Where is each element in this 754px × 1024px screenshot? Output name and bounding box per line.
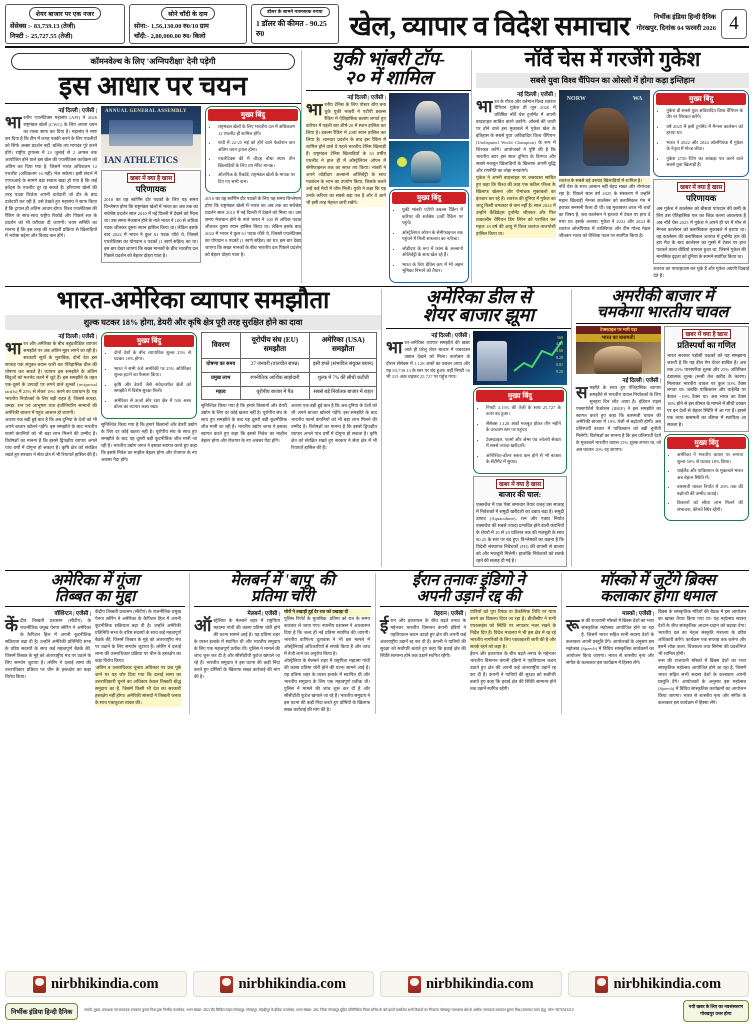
list-item: • अनिश्चित-डॉलर सस्ता कम होने से भी बाजार के सेंटीमेंट में सुधार। xyxy=(486,453,561,466)
trade-keypoints-title: मुख्य बिंदु xyxy=(104,335,194,347)
trade-keypoints xyxy=(101,332,197,419)
table-cell: 27 जनवरी (वातचीत संपन्न) xyxy=(240,359,310,373)
list-item: • गुकेश 2750 रेटिंग का आंकड़ा पार करने वाले सबसे युवा खिलाड़ी हैं। xyxy=(666,156,743,169)
table-cell: शुल्क में 7% की सीधी कटौती xyxy=(310,372,377,386)
chess-dateline: नई दिल्ली | एजेंसी | xyxy=(517,91,556,98)
article-rice xyxy=(571,289,749,568)
athletics-dateline: नई दिल्ली | एजेंसी | xyxy=(58,108,97,114)
dollar-rate-box xyxy=(251,4,339,44)
market-headline-1: अमेरिका डील से xyxy=(425,287,532,308)
tibet-dateline: वॉशिंग्टन | एजेंसी | xyxy=(54,611,91,618)
table-row xyxy=(202,386,377,400)
article-market xyxy=(381,289,571,568)
market-khabar-box xyxy=(473,476,567,568)
stock-market-caption: शेयर बाजार पर एक नजर xyxy=(29,7,102,20)
article-gandhi xyxy=(189,573,375,714)
chess-headline: नॉर्वे चेस में गरजेंगे गुकेश xyxy=(524,49,701,71)
indigo-body: ईरान और इजरायल के बीच बढ़ते तनाव के मद्देनजर भारतीय विमानन कंपनी इंडिगो ने एहतियातन कदम उठाते हुए क्षेत्र की अपनी कई अंतरराष्ट्रीय उड़ानें रद्द कर दी हैं। कंपनी ने यात्रियों की सुरक्षा को सर्वोपरि बताते हुए कहा कि हवाई क्षेत्र की स्थिति सामान्य होने तक उड़ानें स्थगित रहेंगी। xyxy=(380,616,466,659)
market-dateline: नई दिल्ली | एजेंसी | xyxy=(431,332,470,339)
newspaper-logo-icon xyxy=(33,976,46,993)
brics-headline-2: कलाकार होगा धमाल xyxy=(600,587,715,605)
stock-market-box xyxy=(5,4,125,44)
watermark-text: nirbhikindia.com xyxy=(613,975,722,992)
rice-dateline: नई दिल्ली | एजेंसी | xyxy=(622,377,661,384)
page-footer xyxy=(5,971,749,1022)
market-photo: 560 4.00 0.68 8.28 0.81 9.20 xyxy=(473,331,567,385)
chess-photo-caption: शतरंज के सबसे बड़े उस्ताद खिलाड़ियों में शामिल है। xyxy=(559,178,651,185)
gandhi-photo-label: चोरों ने उखाड़ी हुई देर रात को उखाड़ा दी xyxy=(284,609,370,616)
list-item: • निफ्टी 3.15% की तेजी के साथ 25,727 के ऊपर बंद हुआ। xyxy=(486,405,561,418)
chess-khabar-title: परिणायक xyxy=(686,192,717,203)
imprint-badge: निर्भीक इंडिया हिन्दी दैनिक xyxy=(5,1003,78,1020)
article-brics xyxy=(561,573,749,714)
tibet-body: केंद्रीय तिब्बती प्रशासन (सीटीए) के राजनीतिक प्रमुख पेनपा त्सेरिंग ने अमेरिका के कैपिटल हिल में अपनी कूटनीतिक सक्रियता बढ़ा दी है। उन्होंने अमेरिकी प्रतिनिधि सभा के वरिष्ठ सदस्यों के साथ कई महत्वपूर्ण बैठकें कीं, जिसमें तिब्बत के मुद्दे को अंतरराष्ट्रीय मंच पर उठाने के लिए समर्थन जुटाया है। त्सेरिंग ने दलाई लामा की उत्तराधिकार प्रक्रिया पर चीन के हस्तक्षेप का कड़ा विरोध किया। xyxy=(5,616,91,680)
rice-keypoints-title: मुख्य बिंदु xyxy=(667,437,746,449)
chess-body-2: नॉर्वे चेस के साथ आसान नहीं बेहद सख्त और रोमांचक रहा है। पिछले साल वर्ष 2025 के संस्करण में उन्होंने महान खिलाड़ी मैग्नस कार्लसन को क्लासिकल गेम में हराकर सनसनी फैला दी थी। वह मुकाबला आज भी चर्चा का विषय है, जब कार्लसन ने हताशा में टेबल पर हाथ दे मारा था। इसके अलावा, गुकेश ने 2022 और 2024 के शतरंज ओलंपियाड में व्यक्तिगत और टीम गोल्ड मेडल जीतकर भारत को वैश्विक पटल पर स्थापित किया है। xyxy=(558,184,651,239)
market-khabar-text: एक्सचेंज में एक ऐसा समाचार तैयार वजह उस सप्ताह में निवेशकों में समुद्री खरीदारी का दबाव बढ़ा है। समुद्री उत्पाद (Aquaculture), रत्न और एक्वा निर्यात एक्सचेंज की सबसे ज्यादा प्रभावित होने वाली कंपनियों के शेयरों में 10 से 20 प्रतिशत तक की मजबूती के साथ 90.25 के स्तर पर बंद हुए। विश्लेषकों का कहना है कि विदेशी संस्थागत निवेशकों (FII) की वापसी से बाजार को और मजबूती मिलेगी। हालांकि निवेशकों को सतर्क रहने की सलाह दी गई है। xyxy=(476,501,564,563)
tennis-keypoints-title: मुख्य बिंदु xyxy=(392,192,466,204)
rice-photo-label-2: भारत का बासमती! xyxy=(576,334,661,342)
chess-keypoints xyxy=(653,90,749,177)
row-sports xyxy=(5,50,749,283)
gandhi-headline-2: प्रतिमा चोरी xyxy=(250,587,315,605)
sensex-value: सेंसेक्स :- 83,739.13 (तेजी) xyxy=(10,23,76,30)
table-header-row xyxy=(202,332,377,358)
tennis-body: भारतीय टेनिस के लिए पोस्टर बॉय बना चुके युकी भांबरी ने एटीपी डबल्स रैंकिंग में ऐतिहासिक छलांग लगाते हुए करियर में पहली बार शीर्ष-20 में स्थान हासिल कर लिया है। डबल्स रैंकिंग में 20वां स्थान हासिल कर लिया है। शानदार प्रदर्शन के बाद इस रैंकिंग में शामिल होने वाले वे पहले भारतीय टेनिस खिलाड़ी हैं। राष्ट्रमंडल टेनिस खिलाड़ियों के 33 वर्षीय एथलीट ने हाल ही में ऑस्ट्रेलियन ओपन में सेमीफाइनल तक का सफर तय किया। भांबरी ने अपने जोड़ीदार अल्बानो ओलिवेट्टी के साथ गठबंधन के लाभ का उपयोग किया, जिसके चलते उन्हें कई मैचों में जीत मिली। युकी ने कहा कि यह उनके करियर का सबसे बड़ा पल है और वे आगे भी इसी तरह मेहनत जारी रखेंगे। xyxy=(306,100,386,205)
athletics-keypoints xyxy=(205,106,301,193)
list-item: • युकी भांबरी एटीपी डबल्स रैंकिंग में करियर की सर्वश्रेष्ठ 20वीं रैंकिंग पर पहुंचे। xyxy=(402,207,463,227)
page-number: 4 xyxy=(721,9,747,39)
rice-headline-2: चमकेगा भारतीय चावल xyxy=(596,303,729,321)
newspaper-logo-icon xyxy=(595,976,608,993)
trade-body: भारत और अमेरिका के बीच बहुप्रतीक्षित व्यापार समझौते पर अब अंतिम मुहर लगने जा रही है। सरकारी सूत्रों के मुताबिक, दोनों देश इस सप्ताह एक संयुक्त बयान जारी कर ऐतिहासिक डील की घोषणा कर सकते हैं। व्यापार इस समझौते के अंतिम बिंदुओं को मतभेद करने में जुटे हैं। इस समझौते के तहत एक-दूसरे के उत्पादों पर लगने वाले शुल्कों (reciprocal tariffs) में 25% से लेकर 18% करने का प्रावधान है। यह भारतीय निर्यातकों के लिए बड़ी राहत है, जिससे कपड़ा, चमड़ा, रत्न एवं आभूषण तथा इंजीनियरिंग सामानों की अमेरिकी बाजार में पहुंच आसान हो जाएगी। xyxy=(5,338,97,416)
market-keypoints-title: मुख्य बिंदु xyxy=(476,390,564,402)
gandhi-headline-1: मेलबर्न में 'बापू' की xyxy=(230,572,335,590)
chess-subhead: सबसे युवा विश्व चैंपियन का ओस्लो में होगा कड़ा इम्तिहान xyxy=(476,73,749,88)
market-khabar-title: बाजार की चाल: xyxy=(498,489,542,499)
table-row xyxy=(202,372,377,386)
rice-photo-trump xyxy=(576,326,661,374)
publication-place-date: गोरखपुर, दिनांक 04 फरवरी 2026 xyxy=(636,25,716,32)
table-row xyxy=(202,359,377,373)
tibet-headline-1: अमेरिका में गूंजा xyxy=(50,572,140,590)
imprint-fine-print: स्वामी, मुद्रक, प्रकाशक एवं सम्पादक रमाकांत कुमार मिश्र द्वारा निर्भीक कार्यालय, भवन संख्या- 282 (बी) सिविल लाइन गोरखपुर, गोरखपुर, मोहद्दीपुर के इंडिया कार्यालय, भवन संख्या- 282, जिला गोरखपुर मुद्रित प्रतिनिधित्व नियम सचिव के बारे इसमें प्रकाशित सभी विवादों का निपटारा गोरखपुर न्यायालय क्षेत्र के अधीन। सम्पादक रमाकांत कुमार मिश्र (समाचार चयन हेतु), फोन- 9876543210 xyxy=(84,1008,574,1013)
tennis-keypoints xyxy=(389,189,469,283)
list-item: • रांची में 22-25 मई को होने वाले फेडरेशन कप अंतिम चयन ट्रायल होगा। xyxy=(218,140,295,153)
publication-info xyxy=(637,13,716,34)
indigo-dateline: तेहरान | एजेंसी | xyxy=(433,611,466,618)
indigo-headline-2: अपनी उड़ानें रद्द की xyxy=(416,587,521,605)
indigo-highlight: यात्रियों को पूरा रिफंड या वैकल्पिक तिथि पर यात्रा करने का विकल्प दिया जा रहा है। डीजीसीए ने सभी एयरलाइंस को स्थिति पर लगातार नजर रखने के निर्देश दिए हैं। विदेश मंत्रालय ने भी इस क्षेत्र में रह रहे भारतीय नागरिकों के लिए एडवाइजरी जारी की है और सतर्क रहने को कहा है। xyxy=(470,609,556,650)
list-item: • कृषि और डेयरी जैसे संवेदनशील क्षेत्रों को समझौते में विशेष सुरक्षा मिली। xyxy=(114,382,191,395)
watermark-1[interactable] xyxy=(5,971,187,997)
dollar-caption: डॉलर के सामने नतमस्तक रुपया xyxy=(260,7,329,17)
table-header-cell: यूरोपीय संघ (EU) समझौता xyxy=(240,332,310,358)
chess-khabar-text: अब गुकेश ने कार्लसन को बीसवां पायदान की कमी के लिए उस ऐतिहासिक पल का जिक्र करना आवश्यक है अब नॉर्वे चेस 2025 में गुकेश ने अपने ही घर में मौन से मैग्नस कार्लसन को क्लासिकल मुकाबले में हराया था। वह कार्लसन की क्लासिकल शतरंज में टूर्नामेंट हार की हार मैच के बाद कार्लसन का गुस्से में टेबल पर हाथ पटकने वाला वीडियो वायरल हुआ था, जिसने गुकेश की मानसिक दृढ़ता को दुनिया के सामने स्थापित किया था। xyxy=(656,205,746,260)
chess-highlight: गुकेश ने अपनी बादशाहत पर जबरदस्त साबित हुए कहा कि विश्व की तरह एक कठिन फील्ड के खिलाफ खेलना और रोमांचक मुकाबलों का इंतजार कर रहे हैं। शतरंज की दुनिया में गुकेश का जादू किसी चमत्कार से कम नहीं है। साल 2024 में उन्होंने कैंडिडेट्स टूर्नामेंट जीतकर और फिर तत्कालीन चैंपियन डिंग लिरेन को पराजित कर महज 18 वर्ष की आयु में विश्व शतरंज ताजपोशी हासिल किया था। xyxy=(476,175,556,236)
brics-body: रूस की राजधानी मॉस्को में ब्रिक्स देशों का भव्य सांस्कृतिक महोत्सव आयोजित होने जा रहा है, जिसमें भारत सहित सभी सदस्य देशों के कलाकार अपनी प्रस्तुति देंगे। आयोजकों के अनुसार इस महोत्सव (Speech) में विविध सांस्कृतिक कार्यक्रमों का आयोजन किया जाएगा। भारत से शास्त्रीय नृत्य और संगीत के कलाकार इस कार्यक्रम में हिस्सा लेंगे। xyxy=(566,616,654,666)
list-item: • थाईलैंड और पाकिस्तान के मुकाबले भारत अब बेहतर स्थिति में। xyxy=(677,468,743,481)
list-item: • एथलेटिक्स की में चौदह चौथा स्थान तीन खिलाड़ियों के लिए तय मेरिट मानक। xyxy=(218,156,295,169)
article-trade xyxy=(5,289,381,568)
gold-silver-caption: सोने चाँदी के दाम xyxy=(161,7,215,20)
rice-keypoints xyxy=(664,434,749,521)
athletics-body-cont: 2010 का वह स्वर्णिम दौर पदकों के लिए यह समय विश्लेषण होगा कि राष्ट्रमंडल खेलों में भारत का अब तक का सर्वश्रेष्ठ प्रदर्शन साल 2010 में नई दिल्ली में देखने को मिला था। उस समय मेजबान होने के नाते भारत ने 100 से अधिक पदक जीतकर दूसरा स्थान हासिल किया था। लेकिन इसके बाद 2022 में भारत ने कुल 61 पदक जीते थे, जिससे एथलेटिक्स का योगदान 8 पदकों (1 स्वर्ण सहित) का था। इस बार देखा जाएगा कि सख्त मानकों के बीच भारतीय दल पिछले प्रदर्शन को बेहतर दोहरा पाता है। xyxy=(205,196,301,257)
gold-price: सोना:- 1,56,130.00 रु0/10 ग्राम xyxy=(134,23,209,30)
watermark-text: nirbhikindia.com xyxy=(425,975,534,992)
table-cell: महत्व xyxy=(202,386,241,400)
market-khabar-label: खबर में क्या है खास xyxy=(496,479,544,489)
table-cell: प्रमुख लाभ xyxy=(202,372,241,386)
article-indigo xyxy=(375,573,561,714)
gandhi-body: ऑस्ट्रेलिया के मेलबर्न शहर में राष्ट्रपिता महात्मा गांधी की कांस्य प्रतिमा चोरी होने की घटना सामने आई है। यह प्रतिमा शहर के व्यस्त इलाके में स्थापित थी और भारतीय समुदाय के लिए एक महत्वपूर्ण प्रतीक थी। पुलिस ने मामले की जांच शुरू कर दी है और सीसीटीवी फुटेज खंगाले जा रहे हैं। भारतीय समुदाय ने इस घटना की कड़ी निंदा करते हुए दोषियों के खिलाफ सख्त कार्रवाई की मांग की है। xyxy=(194,616,280,680)
section-title xyxy=(343,4,637,44)
table-header-cell: अमेरिका (USA) समझौता xyxy=(310,332,377,358)
trade-subhead: शुल्क घटकर 18% होगा, डेयरी और कृषि क्षेत्र पूरी तरह सुरक्षित होने का दावा xyxy=(5,315,381,330)
market-body: भारत-अमेरिका व्यापार समझौते की खबर आते ही घरेलू शेयर बाजार में जबरदस्त उछाल देखने को मिला। कारोबार के दौरान सेंसेक्स में 1,128 अंकों का उछाल आया और यह 83,739.13 के स्तर पर बंद हुआ। वहीं निफ्टी 50 भी 315 अंक चढ़कर 25,727 पर पहुंच गया। xyxy=(386,337,470,380)
athletics-kicker: कॉमनवेल्थ के लिए 'अग्निपरीक्षा' देनी पड़ेगी xyxy=(11,53,295,70)
imprint-right-badge xyxy=(683,1000,749,1022)
watermark-3[interactable] xyxy=(380,971,562,997)
gold-silver-box xyxy=(129,4,247,44)
list-item: • भारत के लिए डेविस कप में भी अहम भूमिका निभाने को तैयार। xyxy=(402,262,463,275)
publication-name: निर्भीक इंडिया हिन्दी दैनिक xyxy=(653,14,716,22)
watermark-4[interactable] xyxy=(568,971,750,997)
athletics-khabar-box xyxy=(101,170,201,263)
rice-khabar-box xyxy=(664,326,749,433)
tennis-headline-1: युकी भांबरी टॉप- xyxy=(331,49,446,70)
brics-headline-1: मॉस्को में जुटेंगे ब्रिक्स xyxy=(599,572,716,590)
list-item: • राष्ट्रमंडल खेलों के लिए भारतीय दल में अधिकतम 12 एथलीट ही शामिल होंगे। xyxy=(218,124,295,137)
tennis-dateline: नई दिल्ली | एजेंसी | xyxy=(347,95,386,101)
dollar-value: 1 डॉलर की कीमत - 90.25 रु0 xyxy=(256,19,327,38)
list-item: • भारत ने 2022 और 2024 ओलंपियाड में गुकेश के नेतृत्व में गोल्ड जीता। xyxy=(666,140,743,153)
tibet-highlight: 'अंतिम व उत्तराधिकार चुनाव अधिकार पर प्रश्न पूछे जाने पर यह जोर दिया गया कि दलाई लामा का उत्तराधिकारी चुनने का अधिकार केवल तिब्बती बौद्ध समुदाय का है, जिसमें किसी भी देश का सरकारी हस्तक्षेप नहीं होगा। अमेरिकी सांसदों ने तिब्बती जनता के साथ एकजुटता व्यक्त की। xyxy=(95,665,181,706)
list-item: • जोड़ीदार के रूप में फ्रांस के अल्बानो ओलिवेट्टी के साथ खेल रहे हैं। xyxy=(402,246,463,259)
chess-keypoints-title: मुख्य बिंदु xyxy=(656,93,746,105)
chess-khabar-footer: शतरंज का पावरहाउस बन चुके हैं और गुकेश अग्रणी दिखाई देते हैं। xyxy=(653,266,749,279)
trade-headline: भारत-अमेरिका व्यापार समझौता xyxy=(56,287,330,314)
rice-headline-1: अमरीकी बाजार में xyxy=(611,287,714,305)
chess-photo: NORW WA xyxy=(559,90,651,176)
list-item: • किसानों को सीधा लाभ मिलने की संभावना, कीमतें स्थिर रहेंगी। xyxy=(677,500,743,513)
imprint-right-line-2: गोरखपुर उत्तर होगा xyxy=(700,1011,732,1017)
table-cell: घोषणा का समय xyxy=(202,359,241,373)
row-world xyxy=(5,573,749,714)
tibet-body-cont: केंद्रीय तिब्बती प्रशासन (सीटीए) के राजनीतिक प्रमुख पेनपा त्सेरिंग ने अमेरिका के कैपिटल हिल में अपनी कूटनीतिक सक्रियता बढ़ा दी है। उन्होंने अमेरिकी प्रतिनिधि सभा के वरिष्ठ सदस्यों के साथ कई महत्वपूर्ण बैठकें कीं, जिसमें तिब्बत के मुद्दे को अंतरराष्ट्रीय मंच पर उठाने के लिए समर्थन जुटाया है। त्सेरिंग ने दलाई लामा की उत्तराधिकार प्रक्रिया पर चीन के हस्तक्षेप का कड़ा विरोध किया। xyxy=(95,609,181,664)
watermark-text: nirbhikindia.com xyxy=(50,975,159,992)
tennis-headline-2: २० में शामिल xyxy=(344,68,433,89)
list-item: • टेक्सटाइल, फार्मा और जेम्स एंड ज्वेलरी सेक्टर में सबसे ज्यादा खरीदारी। xyxy=(486,437,561,450)
list-item: • ऑस्ट्रेलियन ओपन के सेमीफाइनल तक पहुंचने में मिली सफलता का नतीजा। xyxy=(402,230,463,243)
rice-body: समझौते के साथ हुए ऐतिहासिक व्यापार समझौते से भारतीय चावल निर्यातकों के लिए सुनहरा दिन लौट आया है। इंडियन राइस एक्सपोर्टर्स फेडरेशन (IREF) ने इस समझौते का स्वागत करते हुए कहा कि बासमती चावल की अमेरिकी बाजार में 18% तेजी से बढ़ोतरी होगी। अब प्रतिस्पर्धी बाजार में पाकिस्तान को बड़ी चुनौती मिलेगी। विशेषज्ञों का मानना है कि इस प्रतिस्पर्धी देशों के मुकाबले भारतीय चावल 15% शुल्क लगता था, जो अब घटकर 10% रह जाएगा। xyxy=(576,382,661,453)
indigo-body-cont: ईरान और इजरायल के बीच बढ़ते तनाव के मद्देनजर भारतीय विमानन कंपनी इंडिगो ने एहतियातन कदम उठाते हुए क्षेत्र की अपनी कई अंतरराष्ट्रीय उड़ानें रद्द कर दी हैं। कंपनी ने यात्रियों की सुरक्षा को सर्वोपरि बताते हुए कहा कि हवाई क्षेत्र की स्थिति सामान्य होने तक उड़ानें स्थगित रहेंगी। xyxy=(470,651,556,692)
list-item: • अमेरिका से ऊर्जा और रक्षा क्षेत्र में 500 अरब डॉलर का व्यापार लक्ष्य रखा। xyxy=(114,398,191,411)
chess-khabar-label: खबर में क्या है खास xyxy=(677,182,725,192)
gandhi-body-cont: ऑस्ट्रेलिया के मेलबर्न शहर में राष्ट्रपिता महात्मा गांधी की कांस्य प्रतिमा चोरी होने की घटना सामने आई है। यह प्रतिमा शहर के व्यस्त इलाके में स्थापित थी और भारतीय समुदाय के लिए एक महत्वपूर्ण प्रतीक थी। पुलिस ने मामले की जांच शुरू कर दी है और सीसीटीवी फुटेज खंगाले जा रहे हैं। भारतीय समुदाय ने इस घटना की कड़ी निंदा करते हुए दोषियों के खिलाफ सख्त कार्रवाई की मांग की है। xyxy=(284,658,370,713)
brics-dateline: मास्को | एजेंसी | xyxy=(622,611,654,618)
tennis-photo-1 xyxy=(389,93,469,139)
brics-body-cont: रूस की राजधानी मॉस्को में ब्रिक्स देशों का भव्य सांस्कृतिक महोत्सव आयोजित होने जा रहा है, जिसमें भारत सहित सभी सदस्य देशों के कलाकार अपनी प्रस्तुति देंगे। आयोजकों के अनुसार इस महोत्सव (Speech) में विविध सांस्कृतिक कार्यक्रमों का आयोजन किया जाएगा। भारत से शास्त्रीय नृत्य और संगीत के कलाकार इस कार्यक्रम में हिस्सा लेंगे। xyxy=(658,658,746,706)
watermark-row xyxy=(5,971,749,997)
brics-body-2: ब्रिक्स के सांस्कृतिक मंत्रियों की बैठक में इस आयोजन का खाका तैयार किया गया था। यह महोत्सव सदस्य देशों के बीच सांस्कृतिक आदान-प्रदान को बढ़ावा देगा। भारतीय दल का नेतृत्व संस्कृति मंत्रालय के वरिष्ठ अधिकारी करेंगे। कार्यक्रम एक सप्ताह तक चलेगा और इसमें लोक कला, चित्रकला तथा सिनेमा की प्रदर्शनियां भी शामिल होंगी। xyxy=(658,609,746,657)
article-tennis xyxy=(301,50,471,283)
nifty-value: निफ्टी :- 25,727.55 (तेजी) xyxy=(10,32,73,40)
article-athletics xyxy=(5,50,301,283)
trade-body-2: सुनिश्चित किया गया है कि हमारे किसानों और डेयरी उद्योग के लिए दर कोई खतरा नहीं है। यूरोपीय संघ के साथ हुए समझौते के बाद यह दूसरी बड़ी कूटनीतिक जीत मानी जा रही है। भारतीय उद्योग जगत ने इसका स्वागत करते हुए कहा कि इससे निवेश का माहौल बेहतर होगा और रोजगार के नए अवसर पैदा होंगे। xyxy=(101,421,197,462)
table-cell: इसी हफ्ते (संभावित संयुक्त बयान) xyxy=(310,359,377,373)
row-business xyxy=(5,289,749,568)
section-title-text: खेल, व्यापार व विदेश समाचार xyxy=(349,10,630,41)
trade-dateline: नई दिल्ली | एजेंसी | xyxy=(58,333,97,340)
article-tibet xyxy=(5,573,189,714)
athletics-keypoints-title: मुख्य बिंदु xyxy=(208,109,298,121)
imprint-right-line-1: नयी खबर के लिए का नवसंस्करण xyxy=(688,1004,743,1010)
gandhi-body-2: पुलिस रिपोर्ट के मुताबिक, प्रतिमा को रात के समय काटकर ले जाया गया। स्थानीय प्रशासन ने आश्वासन दिया है कि जल्द ही नई प्रतिमा स्थापित की जाएगी। भारतीय वाणिज्य दूतावास ने भी इस मामले में ऑस्ट्रेलियाई अधिकारियों से संपर्क किया है और जांच में तेजी लाने का अनुरोध किया है। xyxy=(284,616,370,657)
newspaper-logo-icon xyxy=(408,976,421,993)
watermark-text: nirbhikindia.com xyxy=(238,975,347,992)
chess-khabar-box xyxy=(653,179,749,265)
rice-khabar-label: खबर में क्या है खास xyxy=(682,329,730,339)
masthead xyxy=(5,4,749,48)
list-item: • वर्ष 2025 में इसी टूर्नामेंट में मैग्नस कार्लसन को हराया था। xyxy=(666,124,743,137)
athletics-body: भारतीय एथलेटिक्स महासंघ (AFI) ने 2026 राष्ट्रमंडल खेलों (CWG) के लिए अपना चयन का रास्ता साफ कर दिया है। महासंघ ने स्पष्ट कर दिया है कि टीम में जगह पक्की करने के लिए एथलीटों को सिर्फ अच्छा प्रदर्शन नहीं, बल्कि तय मापदंड पूरे करने होंगे। राष्ट्रीय ट्रायल्स में 23 जुलाई से 2 अगस्त तक आयोजित होने वाले इस खेल की एथलेटिक्स कार्यक्रम को अंतिम कर दिया गया है, जिसमें भारत अधिकतम 12 एथलीट (अधिकतम 16 नहीं) भेज सकेगा। इसी संदर्भ में एएफआई के सामने बड़ा सवाल खड़ा हो गया है कि कई इवेंट्स के एथलीट दूर रह सकते हैं। हरियाणा खेलों की तरह पदक विजेता अपनी दावेदारी जो दौर के बाद दावेदारी कर रही है, उसे देखते हुए महासंघ ने साफ किया है कि ट्रायल ही अंतिम आधार होगा। विश्व एथलेटिक्स की रैंकिंग के साथ-साथ राष्ट्रीय रिकॉर्ड और पिछले सत्र के प्रदर्शन को भी वरीयता दी जाएगी। चयन समिति का मानना है कि इस तरह की पारदर्शी प्रक्रिया से खिलाड़ियों में भरोसा बढ़ेगा और विवाद कम होंगे। xyxy=(5,113,97,239)
rice-khabar-title: प्रतिस्पर्धा का गणित xyxy=(677,339,736,350)
market-headline-2: शेयर बाजार झूमा xyxy=(422,306,535,327)
trade-table-note-left: सुनिश्चित किया गया है कि हमारे किसानों और डेयरी उद्योग के लिए दर कोई खतरा नहीं है। यूरोपीय संघ के साथ हुए समझौते के बाद यह दूसरी बड़ी कूटनीतिक जीत मानी जा रही है। भारतीय उद्योग जगत ने इसका स्वागत करते हुए कहा कि इससे निवेश का माहौल बेहतर होगा और रोजगार के नए अवसर पैदा होंगे। xyxy=(201,403,287,444)
article-chess xyxy=(471,50,749,283)
masthead-right xyxy=(637,4,749,44)
athletics-headline: इस आधार पर चयन xyxy=(58,71,248,101)
tibet-headline-2: तिब्बत का मुद्दा xyxy=(54,587,136,605)
imprint-row xyxy=(5,1000,749,1022)
table-cell: रणनीतिक आर्थिक साझेदारी xyxy=(240,372,310,386)
rice-khabar-text: भारत सरकार पड़ोसी पक्षकों को यह समझाना जरूरी है कि यह डील गेम चेंजर साबित है। अब तक 25% पारस्परिक शुल्क और 25% अतिरिक्त दंडात्मक शुल्क (रूसी तेल खरीद के कारण) मिलाकर भारतीय चावल पर कुल 50% टैक्स लगता था। जबकि पाकिस्तान और थाईलैंड पर केवल ~19% टैक्स था। अब भारत का टैक्स 18% होने से इस कीमत के मामले में सीधी टक्कर पर इन देशों से बेहतर स्थिति में आ गए हैं। इससे एक तरफ बासमती का कीमत में स्थायित्व आ सकता है। xyxy=(667,352,746,428)
newspaper-logo-icon xyxy=(220,976,233,993)
gandhi-dateline: मेलबर्न | एजेंसी | xyxy=(247,611,280,618)
table-cell: यूरोपीय बाजार में पैठ xyxy=(240,386,310,400)
silver-price: चाँदी:- 2,80,000.00 रु0/ किलो xyxy=(134,32,206,40)
athletics-khabar-title: परिणायक xyxy=(135,184,167,194)
indigo-headline-1: ईरान तनावः इंडिगो ने xyxy=(412,572,525,590)
list-item: • दोनों देशों के बीच व्यापारिक शुल्क 25% से घटकर 18% होगा। xyxy=(114,350,191,363)
trade-body-3: आशय एक बड़ी हुई बात है कि अब दुनिया के देशों को भी अपने बाजार खोलने पड़ेंगे। इस समझौते के बाद भारतीय फार्मा कंपनियों को भी बड़ा लाभ मिलने की उम्मीद है। विशेषज्ञों का मानना है कि इससे द्विपक्षीय व्यापार अगले पांच वर्षों में दोगुना हो सकता है। कृषि क्षेत्र को संरक्षित रखते हुए सरकार ने सेवा क्षेत्र में भी रियायतें हासिल की हैं। xyxy=(5,417,97,458)
athletics-photo: ANNUAL GENERAL ASSEMBLY IAN ATHLETICS xyxy=(101,106,201,168)
trade-comparison-table xyxy=(201,332,377,401)
table-header-cell: विवरण xyxy=(202,332,241,358)
trade-table-note-right: आशय एक बड़ी हुई बात है कि अब दुनिया के देशों को भी अपने बाजार खोलने पड़ेंगे। इस समझौते के बाद भारतीय फार्मा कंपनियों को भी बड़ा लाभ मिलने की उम्मीद है। विशेषज्ञों का मानना है कि इससे द्विपक्षीय व्यापार अगले पांच वर्षों में दोगुना हो सकता है। कृषि क्षेत्र को संरक्षित रखते हुए सरकार ने सेवा क्षेत्र में भी रियायतें हासिल की हैं। xyxy=(291,403,377,451)
market-keypoints xyxy=(473,387,567,474)
rice-photo-label-1: टेक्सटाइल पर भारी पड़ा xyxy=(576,326,661,334)
list-item: • ओलंपिक के रिकॉर्ड, राष्ट्रमंडल खेलों के मापक पर दिए गए सभी नाम। xyxy=(218,172,295,185)
chess-body: भारत के गौरव और वर्तमान विश्व शतरंज चैंपियन गुकेश डी जून 2026 में प्रतिष्ठित नॉर्वे चेस टूर्नामेंट में अपनी बादशाहत साबित करने उतरेंगे। ओस्लो की धरती पर होने वाले इस मुकाबले में गुकेश खेल के इतिहास के सबसे युवा 'अविवादित विश्व चैंपियन' (Undisputed World Champion) के रूप में शिरकत करेंगे। आयोजकों ने पुष्टि की है कि भारतीय स्टार इस साल दुनिया के दिग्गज और सबसे मजबूत खिलाड़ियों के खिलाफ अपनी बुद्धि और रणनीति का लोहा मनवाएंगे। xyxy=(476,96,556,174)
list-item: • गुकेश डी सबसे युवा अविवादित विश्व चैंपियन के तौर पर शिरकत करेंगे। xyxy=(666,108,743,121)
list-item: • बासमती चावल निर्यात में 20% तक की बढ़ोतरी की उम्मीद जताई। xyxy=(677,484,743,497)
list-item: • भारत ने सभी ऊंचे अमरिकी पर 25% अतिरिक्त शुल्क हटाने का फैसला किया। xyxy=(114,366,191,379)
tennis-photo-2 xyxy=(389,141,469,187)
athletics-khabar-text: 2010 का वह स्वर्णिम दौर पदकों के लिए यह समय विश्लेषण होगा कि राष्ट्रमंडल खेलों में भारत का अब तक का सर्वश्रेष्ठ प्रदर्शन साल 2010 में नई दिल्ली में देखने को मिला था। उस समय मेजबान होने के नाते भारत ने 100 से अधिक पदक जीतकर दूसरा स्थान हासिल किया था। लेकिन इसके बाद 2022 में भारत ने कुल 61 पदक जीते थे, जिससे एथलेटिक्स का योगदान 8 पदकों (1 स्वर्ण सहित) का था। इस बार देखा जाएगा कि सख्त मानकों के बीच भारतीय दल पिछले प्रदर्शन को बेहतर दोहरा पाता है। xyxy=(104,197,198,258)
list-item: • सेंसेक्स 1,128 अंकों मजबूत होकर तीन महीने के उच्चतम स्तर पर पहुंचा। xyxy=(486,421,561,434)
watermark-2[interactable] xyxy=(193,971,375,997)
table-cell: सबसे बड़े निर्यातक बाजार में राहत xyxy=(310,386,377,400)
athletics-khabar-label: खबर में क्या है खास xyxy=(127,173,175,183)
list-item: • अमेरिका ने भारतीय चावल पर लगाया शुल्क 50% से घटकर 18% किया। xyxy=(677,452,743,465)
